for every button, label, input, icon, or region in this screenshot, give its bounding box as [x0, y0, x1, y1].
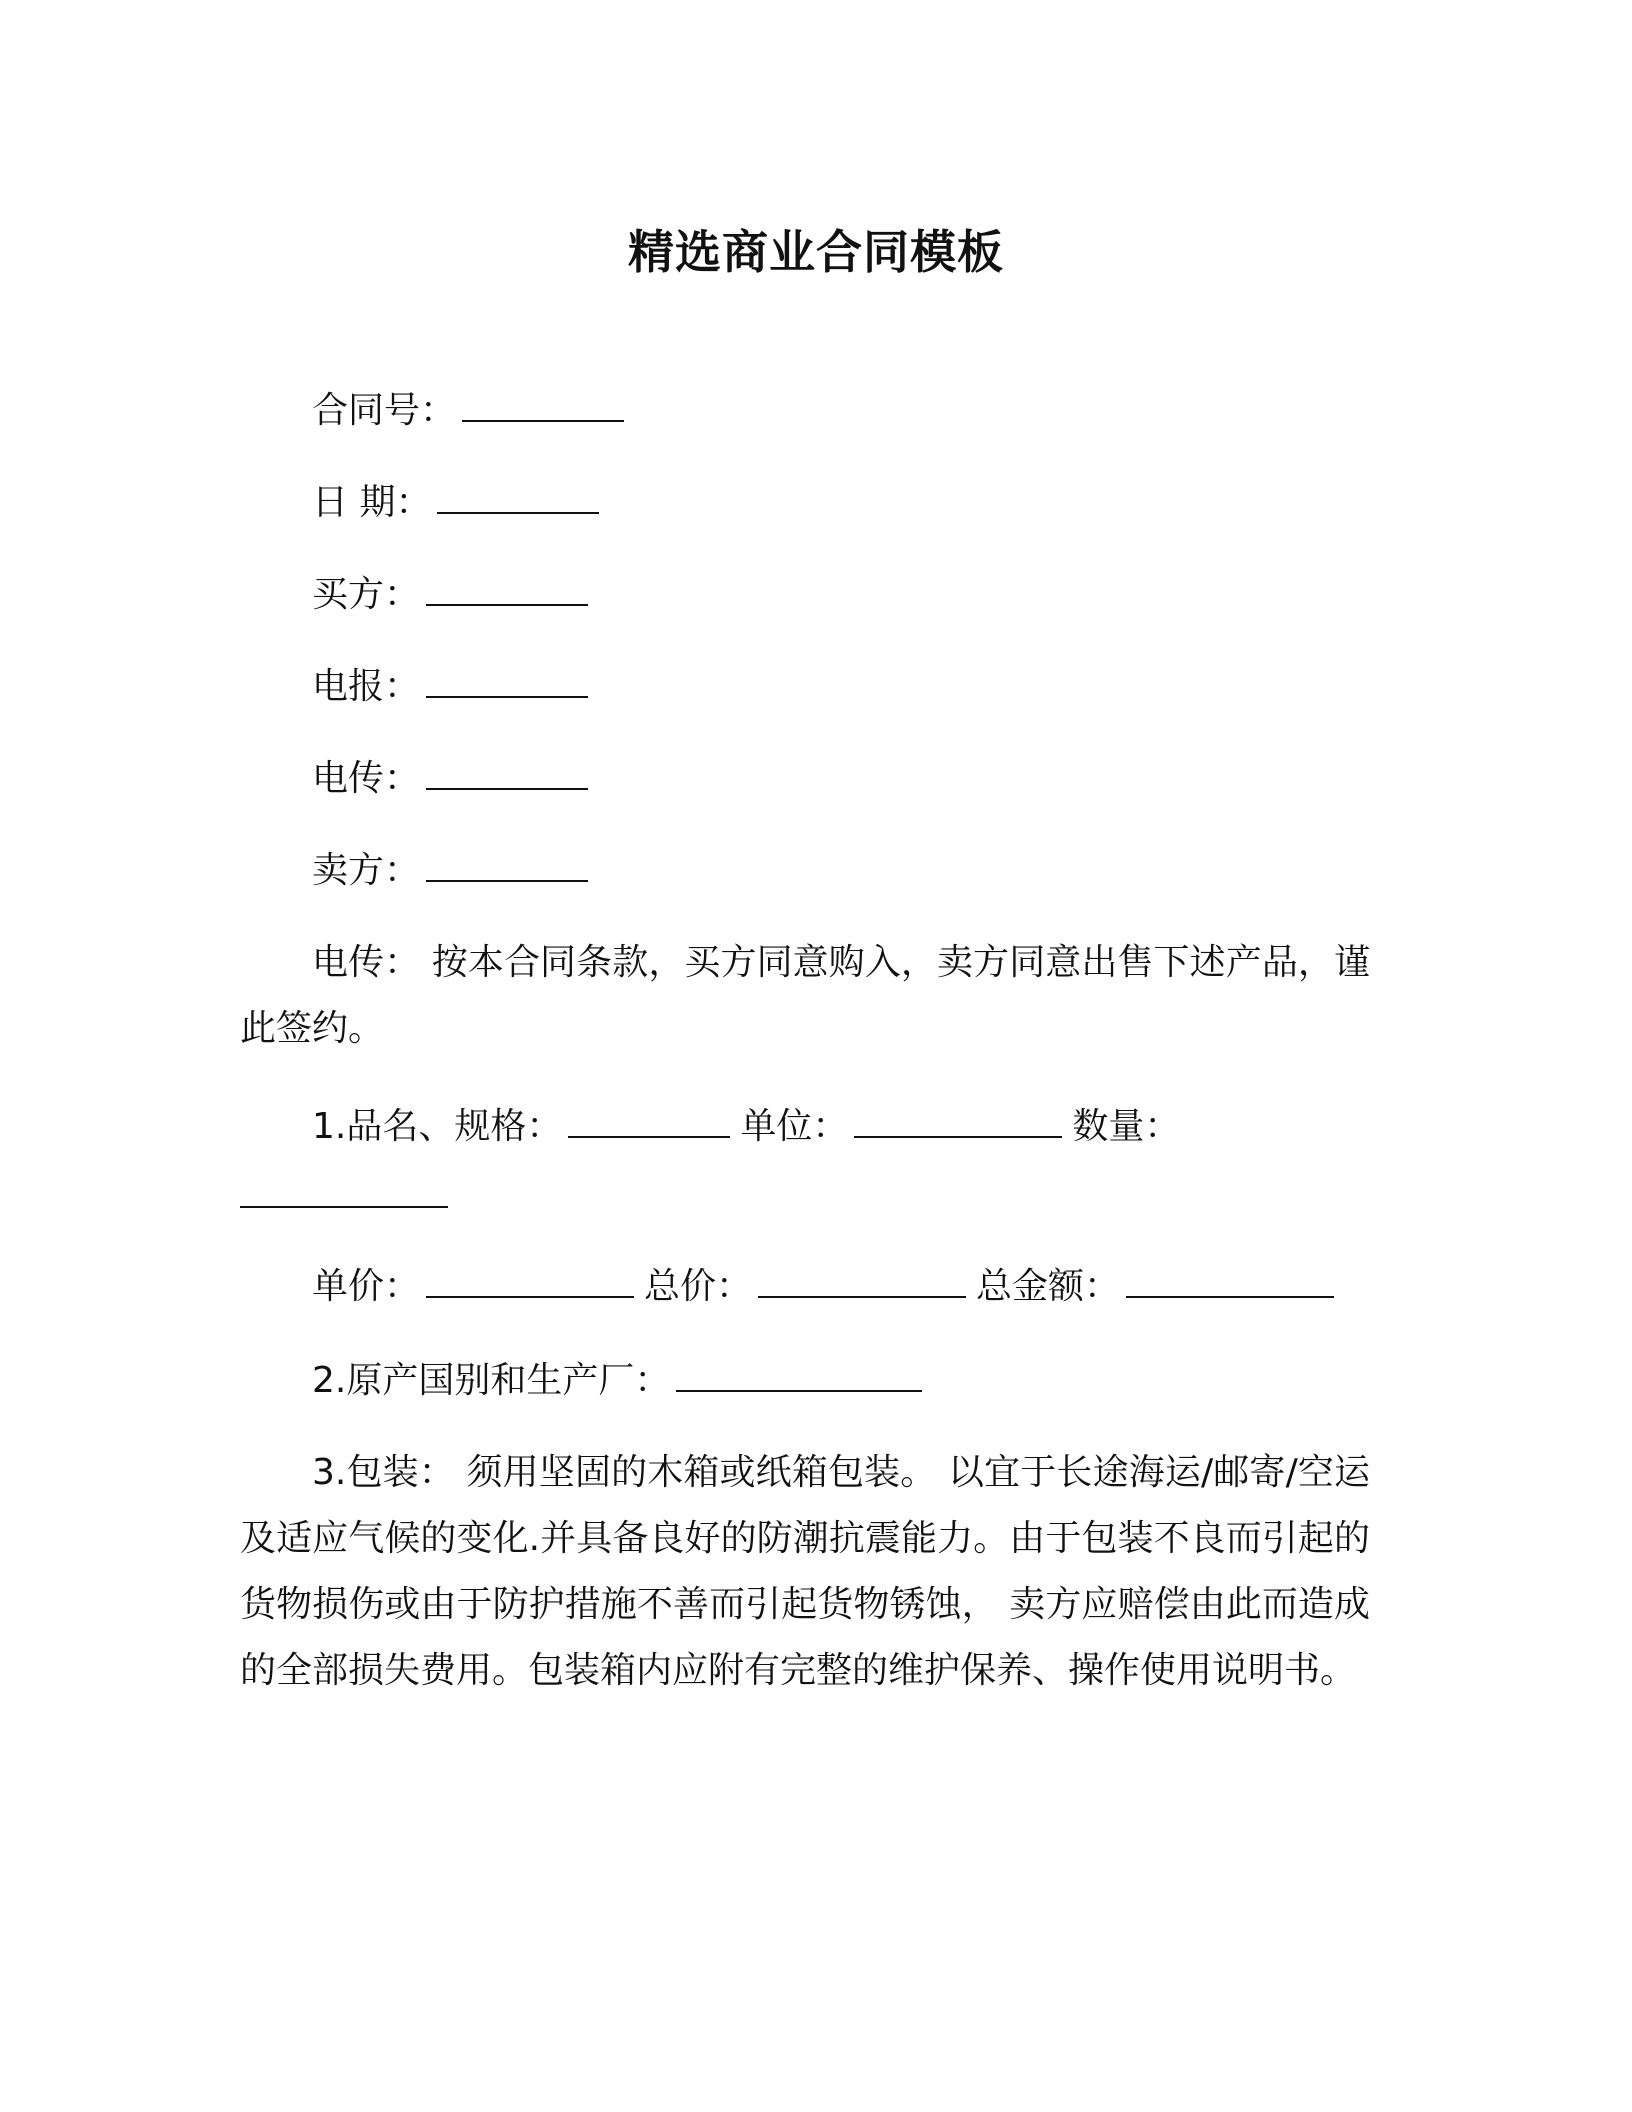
fax-label: 电传：: [312, 758, 421, 799]
buyer-blank[interactable]: [426, 570, 588, 606]
fax-line: [312, 754, 588, 804]
origin-blank[interactable]: [676, 1356, 922, 1392]
total-amount-label: 总金额：: [976, 1266, 1121, 1307]
seller-blank[interactable]: [426, 846, 588, 882]
intro-paragraph: 电传： 按本合同条款，买方同意购入，卖方同意出售下述产品，谨此签约。: [240, 942, 1370, 1049]
buyer-line: [312, 570, 588, 620]
telegram-blank[interactable]: [426, 662, 588, 698]
seller-line: [312, 846, 588, 896]
item1-line: [312, 1102, 1180, 1152]
unit-label: 单位：: [740, 1106, 849, 1147]
unit-price-blank[interactable]: [426, 1262, 634, 1298]
total-price-label: 总价：: [644, 1266, 753, 1307]
contract-number-line: [312, 386, 624, 436]
packing-paragraph: 3.包装： 须用坚固的木箱或纸箱包装。 以宜于长途海运/邮寄/空运及适应气候的变化.并具备良好的防潮抗震能力。由于包装不良而引起的货物损伤或由于防护措施不善而引起货物锈蚀， 卖方应赔偿由此而造成的全部损失费用。包装箱内应附有完整的维护保养、操作使用说明书。: [240, 1452, 1370, 1691]
quantity-blank[interactable]: [240, 1172, 448, 1208]
name-spec-label: 1.品名、规格：: [312, 1106, 563, 1147]
fax-blank[interactable]: [426, 754, 588, 790]
unit-blank[interactable]: [854, 1102, 1062, 1138]
unit-price-label: 单价：: [312, 1266, 421, 1307]
seller-label: 卖方：: [312, 850, 421, 891]
quantity-label: 数量：: [1072, 1106, 1181, 1147]
quantity-continuation-line: [240, 1172, 448, 1222]
buyer-label: 买方：: [312, 574, 421, 615]
telegram-line: [312, 662, 588, 712]
date-blank[interactable]: [437, 478, 599, 514]
item2-line: [312, 1356, 922, 1406]
origin-label: 2.原产国别和生产厂：: [312, 1360, 671, 1401]
total-amount-blank[interactable]: [1126, 1262, 1334, 1298]
date-line: [312, 478, 599, 528]
contract-number-label: 合同号：: [312, 390, 457, 431]
name-spec-blank[interactable]: [568, 1102, 730, 1138]
document-title: 精选商业合同模板: [628, 225, 1004, 279]
telegram-label: 电报：: [312, 666, 421, 707]
total-price-blank[interactable]: [758, 1262, 966, 1298]
item1b-line: [312, 1262, 1334, 1312]
contract-number-blank[interactable]: [462, 386, 624, 422]
date-label: 日 期：: [312, 482, 432, 523]
